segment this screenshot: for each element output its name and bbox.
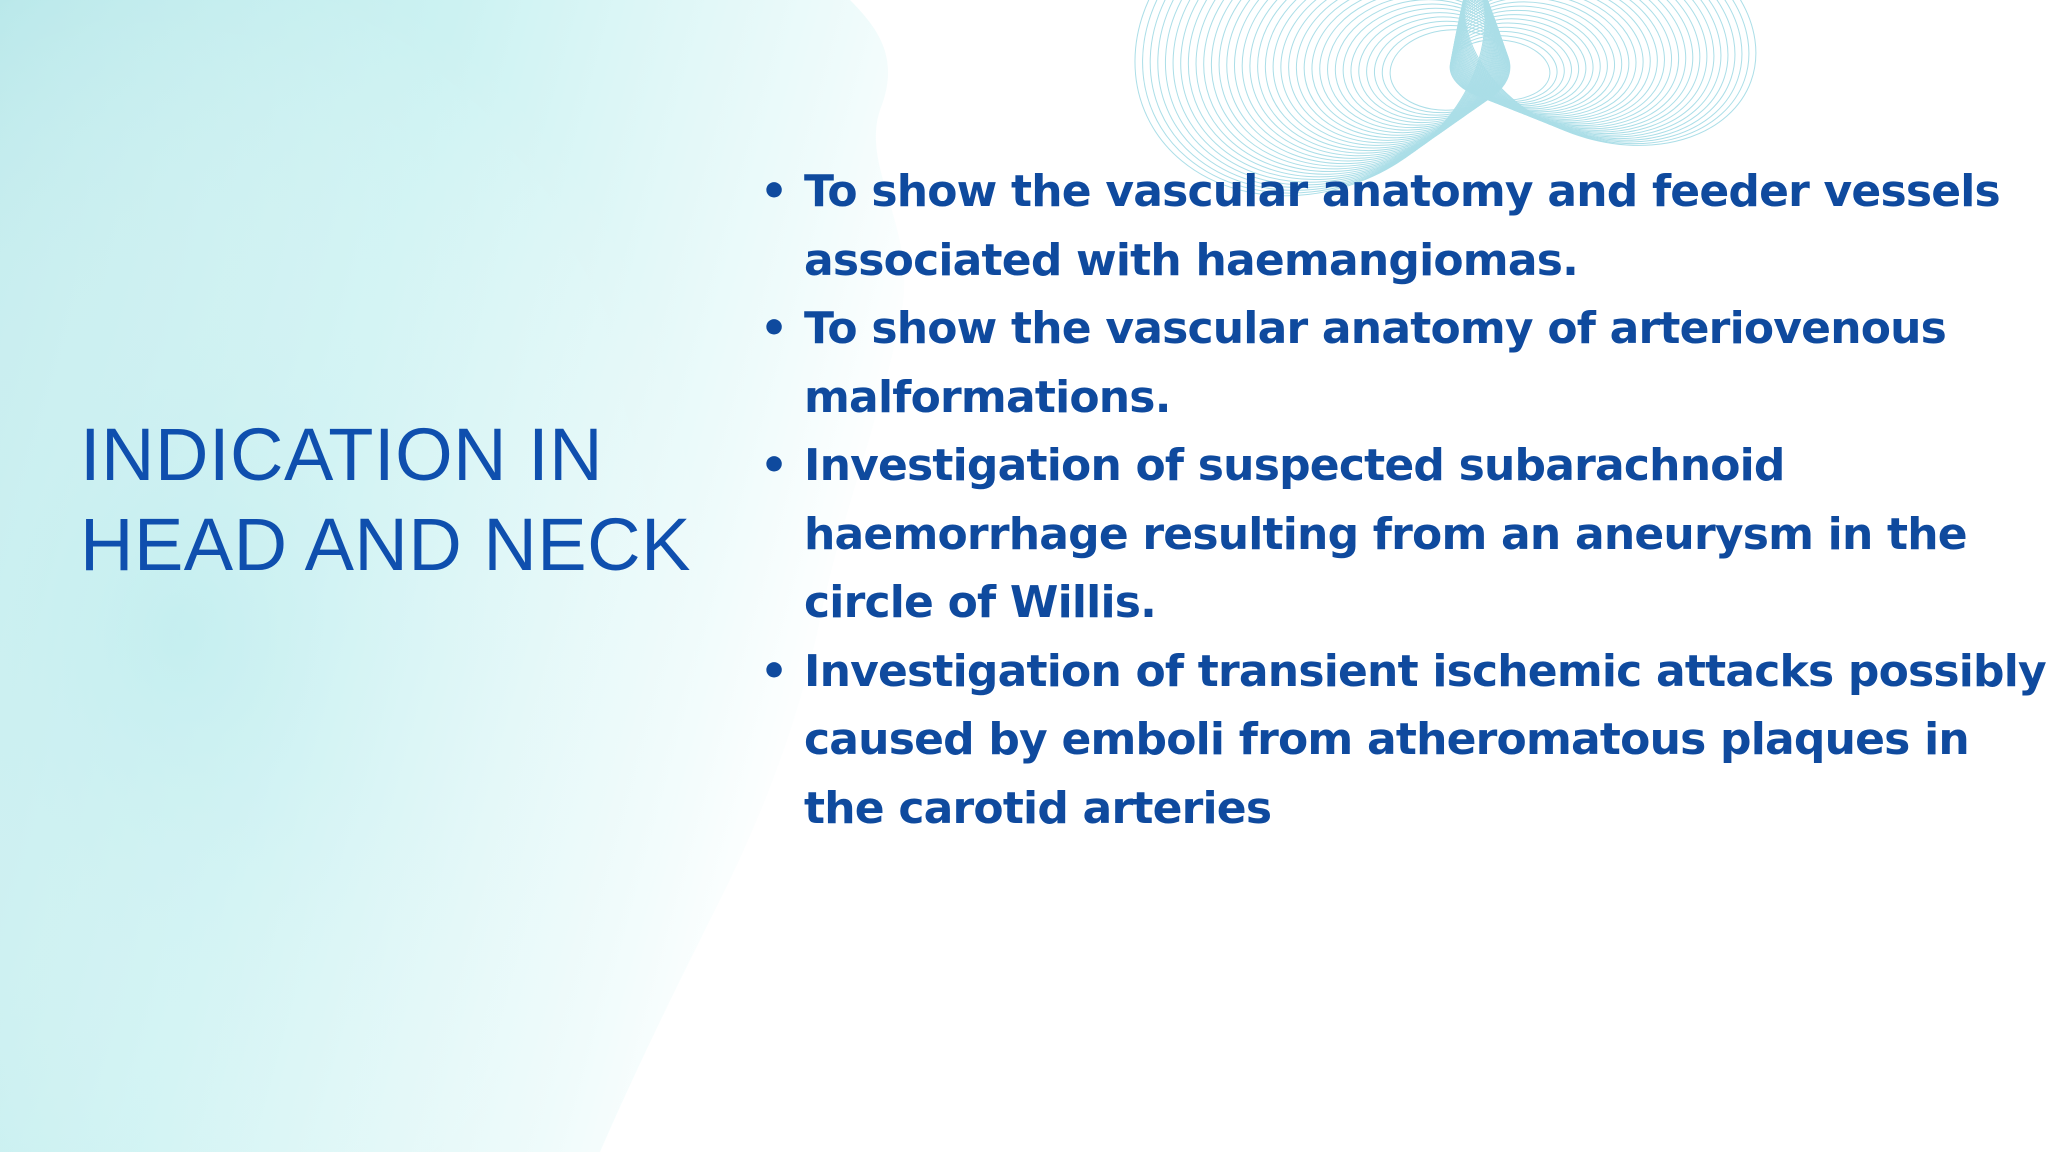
list-item — [760, 638, 2046, 844]
bullet-text: Investigation of transient ischemic attacks possibly — [804, 645, 2046, 697]
bullet-text: circle of Willis. — [804, 577, 1157, 628]
bullet-icon: • — [760, 166, 788, 217]
list-item — [760, 158, 2000, 295]
bullet-text: Investigation of suspected subarachnoid — [804, 440, 1785, 491]
bullet-icon: • — [760, 303, 788, 354]
bullet-icon: • — [760, 440, 788, 491]
indication-list — [760, 158, 2046, 843]
bullet-text: associated with haemangiomas. — [804, 234, 1579, 286]
list-item — [760, 432, 1980, 638]
bullet-text: the carotid arteries — [804, 782, 1272, 834]
bullet-text: malformations. — [804, 371, 1171, 423]
bullet-text: To show the vascular anatomy of arteriovenous — [804, 303, 1947, 354]
bullet-text: haemorrhage resulting from an aneurysm in the — [804, 508, 1967, 560]
bullet-icon: • — [760, 645, 788, 697]
title-line: INDICATION IN — [80, 413, 604, 496]
title-line: HEAD AND NECK — [80, 503, 691, 586]
bullet-text: caused by emboli from atheromatous plaques in — [804, 714, 1969, 765]
list-item — [760, 295, 1980, 432]
slide-title — [80, 410, 720, 590]
bullet-text: To show the vascular anatomy and feeder vessels — [804, 166, 2000, 217]
